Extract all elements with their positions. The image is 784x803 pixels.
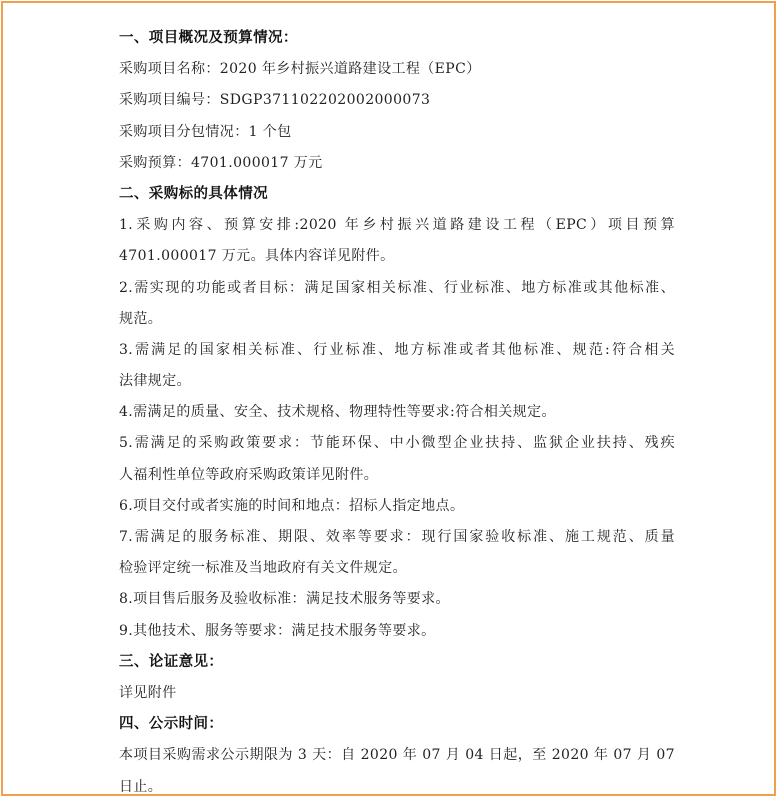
item-2-line-2: 规范。 xyxy=(119,310,163,327)
item-9-line: 9.其他技术、服务等要求：满足技术服务等要求。 xyxy=(119,622,436,639)
item-3-line-1: 3.需满足的国家相关标准、行业标准、地方标准或者其他标准、规范:符合相关 xyxy=(119,341,675,358)
publicity-line-2: 日止。 xyxy=(119,778,163,795)
budget-line: 采购预算：4701.000017 万元 xyxy=(119,154,323,171)
item-7-line-2: 检验评定统一标准及当地政府有关文件规定。 xyxy=(119,560,407,577)
item-5-line-2: 人福利性单位等政府采购政策详见附件。 xyxy=(119,466,379,483)
publicity-line-1: 本项目采购需求公示期限为 3 天：自 2020 年 07 月 04 日起，至 2020 年 07 月 07 xyxy=(119,747,675,764)
package-info-line: 采购项目分包情况：1 个包 xyxy=(119,123,292,140)
project-name-line: 采购项目名称：2020 年乡村振兴道路建设工程（EPC） xyxy=(119,61,481,78)
opinion-text: 详见附件 xyxy=(119,684,177,701)
item-3-line-2: 法律规定。 xyxy=(119,373,191,390)
item-4-line: 4.需满足的质量、安全、技术规格、物理特性等要求:符合相关规定。 xyxy=(119,404,556,421)
item-2-line-1: 2.需实现的功能或者目标：满足国家相关标准、行业标准、地方标准或其他标准、 xyxy=(119,279,675,296)
document-frame xyxy=(1,1,776,796)
item-1-line-1: 1.采购内容、预算安排:2020 年乡村振兴道路建设工程（EPC）项目预算 xyxy=(119,217,675,234)
item-8-line: 8.项目售后服务及验收标准：满足技术服务等要求。 xyxy=(119,591,450,608)
section-heading-details: 二、采购标的具体情况 xyxy=(119,185,268,202)
project-number-line: 采购项目编号：SDGP371102202002000073 xyxy=(119,92,431,109)
section-heading-overview: 一、项目概况及预算情况： xyxy=(119,30,298,46)
item-1-line-2: 4701.000017 万元。具体内容详见附件。 xyxy=(119,248,395,265)
section-heading-opinion: 三、论证意见： xyxy=(119,653,224,670)
item-5-line-1: 5.需满足的采购政策要求：节能环保、中小微型企业扶持、监狱企业扶持、残疾 xyxy=(119,435,675,452)
item-6-line: 6.项目交付或者实施的时间和地点：招标人指定地点。 xyxy=(119,497,465,514)
document-body xyxy=(119,23,675,803)
section-heading-publicity: 四、公示时间： xyxy=(119,716,224,733)
item-7-line-1: 7.需满足的服务标准、期限、效率等要求：现行国家验收标准、施工规范、质量 xyxy=(119,529,675,545)
